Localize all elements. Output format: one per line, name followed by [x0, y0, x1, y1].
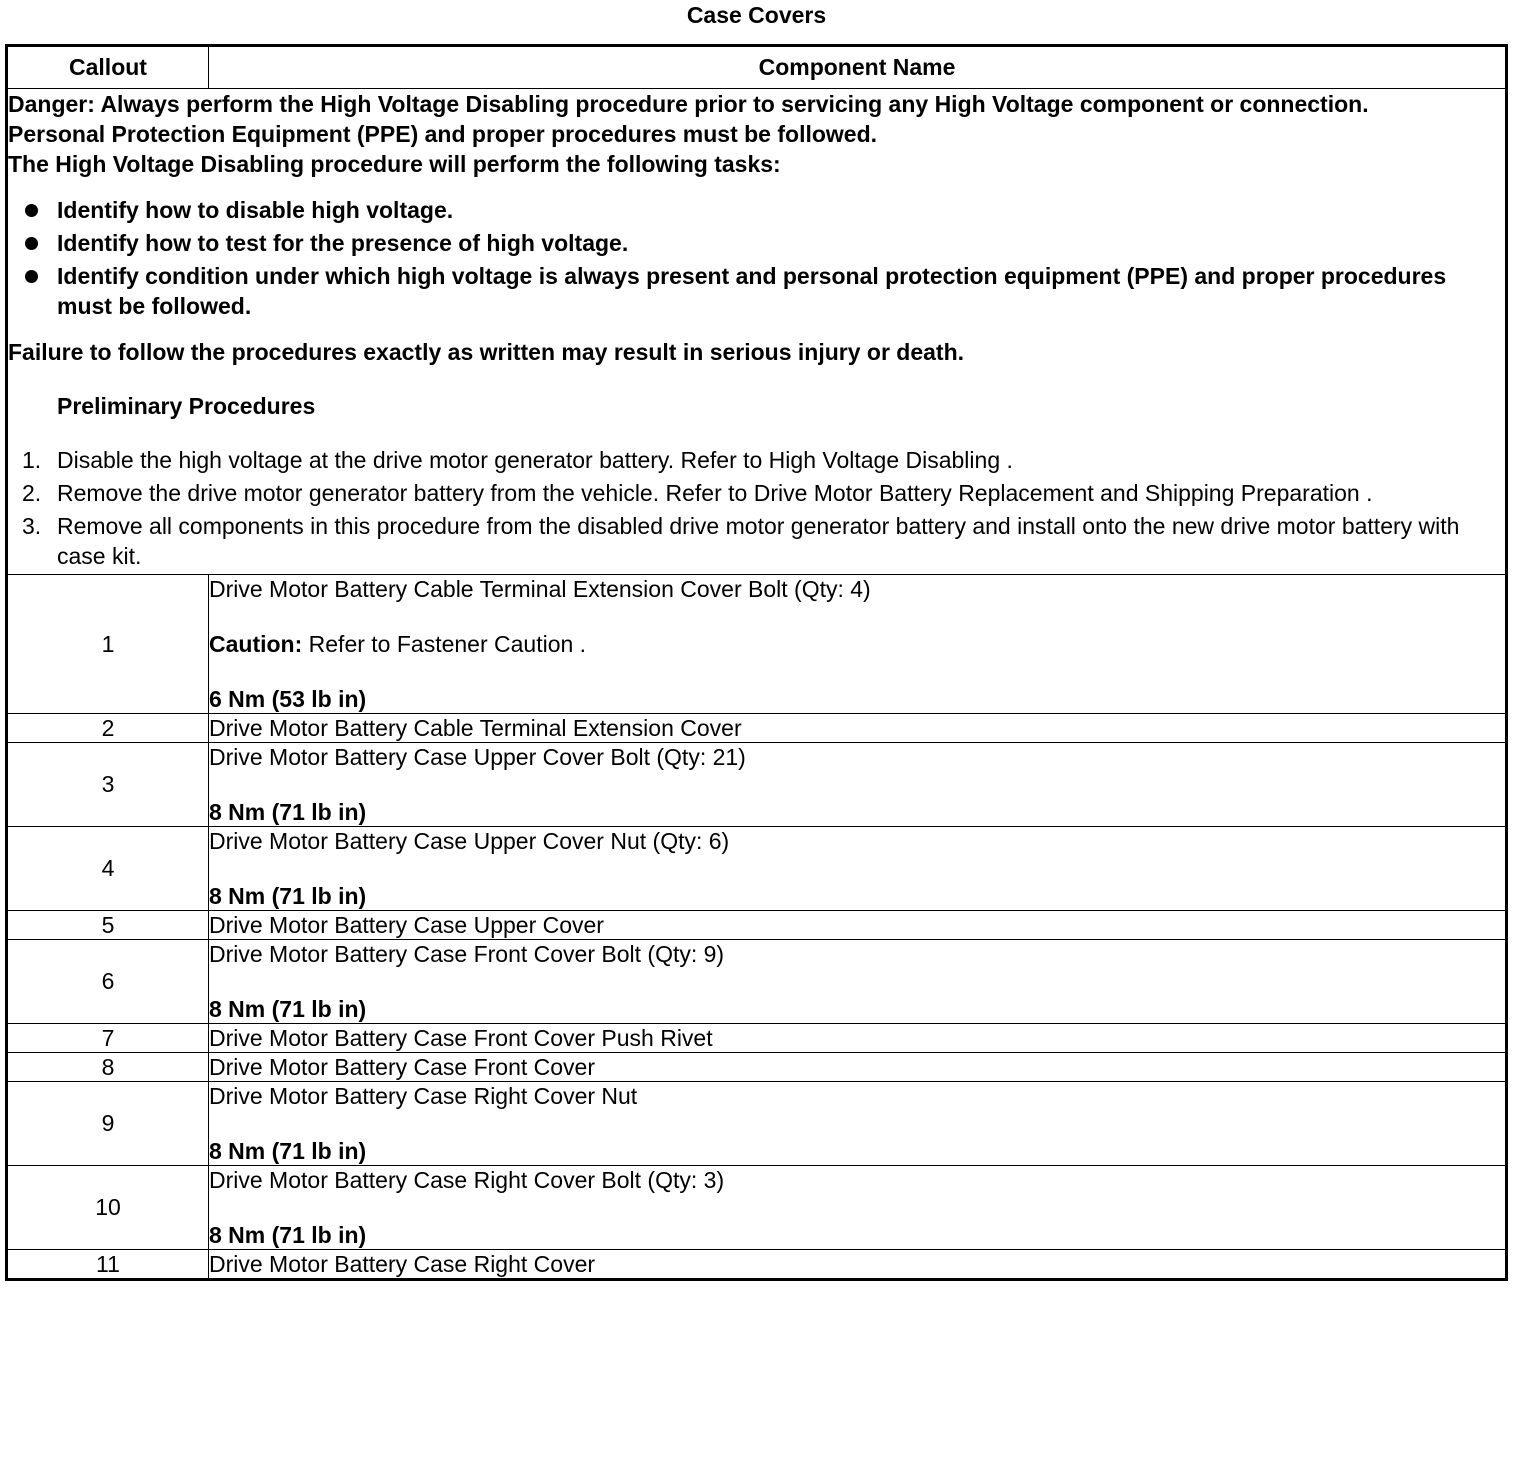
component-cell	[209, 940, 1507, 1024]
component-name: Drive Motor Battery Case Right Cover Nut	[209, 1083, 638, 1109]
component-cell	[209, 827, 1507, 911]
table-row	[7, 1166, 1507, 1250]
callout-cell: 9	[7, 1082, 209, 1166]
torque-spec: 8 Nm (71 lb in)	[209, 1138, 367, 1164]
component-name: Drive Motor Battery Case Upper Cover	[209, 912, 604, 938]
danger-line-1: Danger: Always perform the High Voltage Disabling procedure prior to servicing any High Voltage component or connection.	[8, 91, 1369, 117]
component-cell	[209, 743, 1507, 827]
danger-line-3: The High Voltage Disabling procedure will perform the following tasks:	[8, 151, 781, 177]
component-name: Drive Motor Battery Case Upper Cover Bolt (Qty: 21)	[209, 744, 746, 770]
torque-spec: 8 Nm (71 lb in)	[209, 1222, 367, 1248]
bullet-icon	[25, 204, 38, 217]
callout-cell: 2	[7, 714, 209, 743]
callout-column-header: Callout	[7, 46, 209, 89]
notes-cell	[7, 89, 1507, 575]
table-row	[7, 1082, 1507, 1166]
preliminary-steps	[8, 445, 1505, 571]
torque-spec: 8 Nm (71 lb in)	[209, 883, 367, 909]
bullet-icon	[25, 237, 38, 250]
callout-cell: 11	[7, 1250, 209, 1280]
component-column-header: Component Name	[209, 46, 1507, 89]
callout-cell: 4	[7, 827, 209, 911]
callout-cell: 3	[7, 743, 209, 827]
table-row	[7, 743, 1507, 827]
component-cell	[209, 1166, 1507, 1250]
component-name: Drive Motor Battery Case Upper Cover Nut (Qty: 6)	[209, 828, 730, 854]
list-item: Identify how to test for the presence of high voltage.	[8, 228, 1505, 258]
list-item: Identify how to disable high voltage.	[8, 195, 1505, 225]
table-row	[7, 1053, 1507, 1082]
callout-cell: 8	[7, 1053, 209, 1082]
component-name: Drive Motor Battery Case Right Cover Bolt (Qty: 3)	[209, 1167, 725, 1193]
list-item: 3. Remove all components in this procedure from the disabled drive motor generator battery and install onto the new drive motor battery with case kit.	[22, 513, 1460, 569]
table-row	[7, 575, 1507, 714]
table-header-row	[7, 46, 1507, 89]
component-cell	[209, 1250, 1507, 1280]
component-cell	[209, 714, 1507, 743]
caution-note: Caution: Refer to Fastener Caution .	[209, 631, 587, 657]
callout-cell: 5	[7, 911, 209, 940]
table-row	[7, 1250, 1507, 1280]
table-row	[7, 827, 1507, 911]
danger-line-2: Personal Protection Equipment (PPE) and proper procedures must be followed.	[8, 121, 878, 147]
table-row	[7, 911, 1507, 940]
callout-cell: 1	[7, 575, 209, 714]
failure-warning: Failure to follow the procedures exactly as written may result in serious injury or death.	[8, 339, 965, 365]
component-cell	[209, 1053, 1507, 1082]
torque-spec: 6 Nm (53 lb in)	[209, 686, 367, 712]
component-name: Drive Motor Battery Case Front Cover	[209, 1054, 596, 1080]
callout-cell: 10	[7, 1166, 209, 1250]
component-cell	[209, 911, 1507, 940]
component-name: Drive Motor Battery Case Front Cover Bolt (Qty: 9)	[209, 941, 725, 967]
component-name: Drive Motor Battery Case Front Cover Push Rivet	[209, 1025, 713, 1051]
table-row	[7, 1024, 1507, 1053]
table-row	[7, 714, 1507, 743]
component-name: Drive Motor Battery Cable Terminal Extension Cover	[209, 715, 742, 741]
preliminary-heading: Preliminary Procedures	[57, 393, 316, 419]
component-name: Drive Motor Battery Case Right Cover	[209, 1251, 596, 1277]
table-row	[7, 940, 1507, 1024]
torque-spec: 8 Nm (71 lb in)	[209, 799, 367, 825]
list-item: Identify condition under which high voltage is always present and personal protection equipment (PPE) and proper procedures must be followed.	[8, 261, 1505, 321]
callout-cell: 6	[7, 940, 209, 1024]
component-cell	[209, 575, 1507, 714]
page-title: Case Covers	[686, 2, 827, 28]
task-bullet-list	[8, 195, 1505, 321]
notes-row	[7, 89, 1507, 575]
component-cell	[209, 1082, 1507, 1166]
components-table	[5, 44, 1508, 1281]
list-item: 1. Disable the high voltage at the drive motor generator battery. Refer to High Voltage Disabling .	[22, 447, 1013, 473]
list-item: 2. Remove the drive motor generator battery from the vehicle. Refer to Drive Motor Battery Replacement and Shipping Preparation .	[22, 480, 1373, 506]
component-name: Drive Motor Battery Cable Terminal Extension Cover Bolt (Qty: 4)	[209, 576, 871, 602]
component-cell	[209, 1024, 1507, 1053]
callout-cell: 7	[7, 1024, 209, 1053]
bullet-icon	[25, 270, 38, 283]
torque-spec: 8 Nm (71 lb in)	[209, 996, 367, 1022]
